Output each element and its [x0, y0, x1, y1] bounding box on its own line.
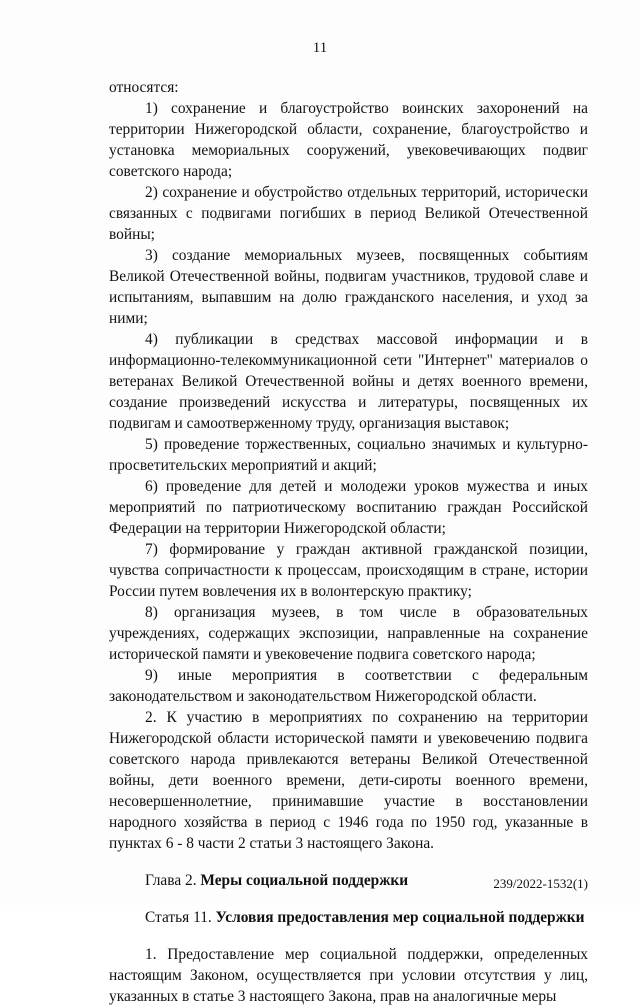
- document-code: 239/2022-1532(1): [493, 876, 588, 891]
- list-item-5: 5) проведение торжественных, социально значимых и культурно-просветительских мероприятий и акций;: [109, 436, 588, 474]
- article-heading: [109, 907, 588, 928]
- chapter-title: Меры социальной поддержки: [200, 872, 409, 889]
- document-body: [109, 77, 588, 1007]
- list-item-1: 1) сохранение и благоустройство воинских захоронений на территории Нижегородской области, сохранение, благоустройство и установка мемориальных сооружений, увековечивающих подвиг советского народа;: [109, 100, 588, 180]
- list-item-7: 7) формирование у граждан активной гражданской позиции, чувства сопричастности к процессам, происходящим в стране, истории России путем вовлечения их в волонтерскую практику;: [109, 541, 588, 600]
- chapter-prefix: Глава 2.: [145, 872, 197, 889]
- list-item-8: 8) организация музеев, в том числе в образовательных учреждениях, содержащих экспозиции, направленные на сохранение исторической памяти и увековечение подвига советского народа;: [109, 604, 588, 663]
- list-item-9: 9) иные мероприятия в соответствии с федеральным законодательством и законодательством Нижегородской области.: [109, 667, 588, 705]
- list-item-2: 2) сохранение и обустройство отдельных территорий, исторически связанных с подвигами погибших в период Великой Отечественной войны;: [109, 184, 588, 243]
- article-prefix: Статья 11.: [145, 909, 212, 926]
- article-title: Условия предоставления мер социальной поддержки: [215, 909, 585, 926]
- page-number: 11: [312, 40, 328, 56]
- list-item-4: 4) публикации в средствах массовой информации и в информационно-телекоммуникационной сети "Интернет" материалов о ветеранах Великой Отечественной войны и детях военного времени, создание произведений искусства и литературы, посвященных их подвигам и самоотверженному труду, организация выставок;: [109, 331, 588, 432]
- article-paragraph-1: 1. Предоставление мер социальной поддержки, определенных настоящим Законом, осуществляется при условии отсутствия у лиц, указанных в статье 3 настоящего Закона, прав на аналогичные меры: [109, 946, 588, 1005]
- paragraph-intro: относятся:: [109, 79, 179, 96]
- list-item-3: 3) создание мемориальных музеев, посвященных событиям Великой Отечественной войны, подвигам участников, трудовой славе и испытаниям, выпавшим на долю гражданского населения, и уход за ними;: [109, 247, 588, 327]
- paragraph-part-2: 2. К участию в мероприятиях по сохранению на территории Нижегородской области исторической памяти и увековечению подвига советского народа привлекаются ветераны Великой Отечественной войны, дети военного времени, дети-сироты военного времени, несовершеннолетние, принимавшие участие в восстановлении народного хозяйства в период с 1946 года по 1950 год, указанные в пунктах 6 - 8 части 2 статьи 3 настоящего Закона.: [109, 709, 588, 852]
- list-item-6: 6) проведение для детей и молодежи уроков мужества и иных мероприятий по патриотическому воспитанию граждан Российской Федерации на территории Нижегородской области;: [109, 478, 588, 537]
